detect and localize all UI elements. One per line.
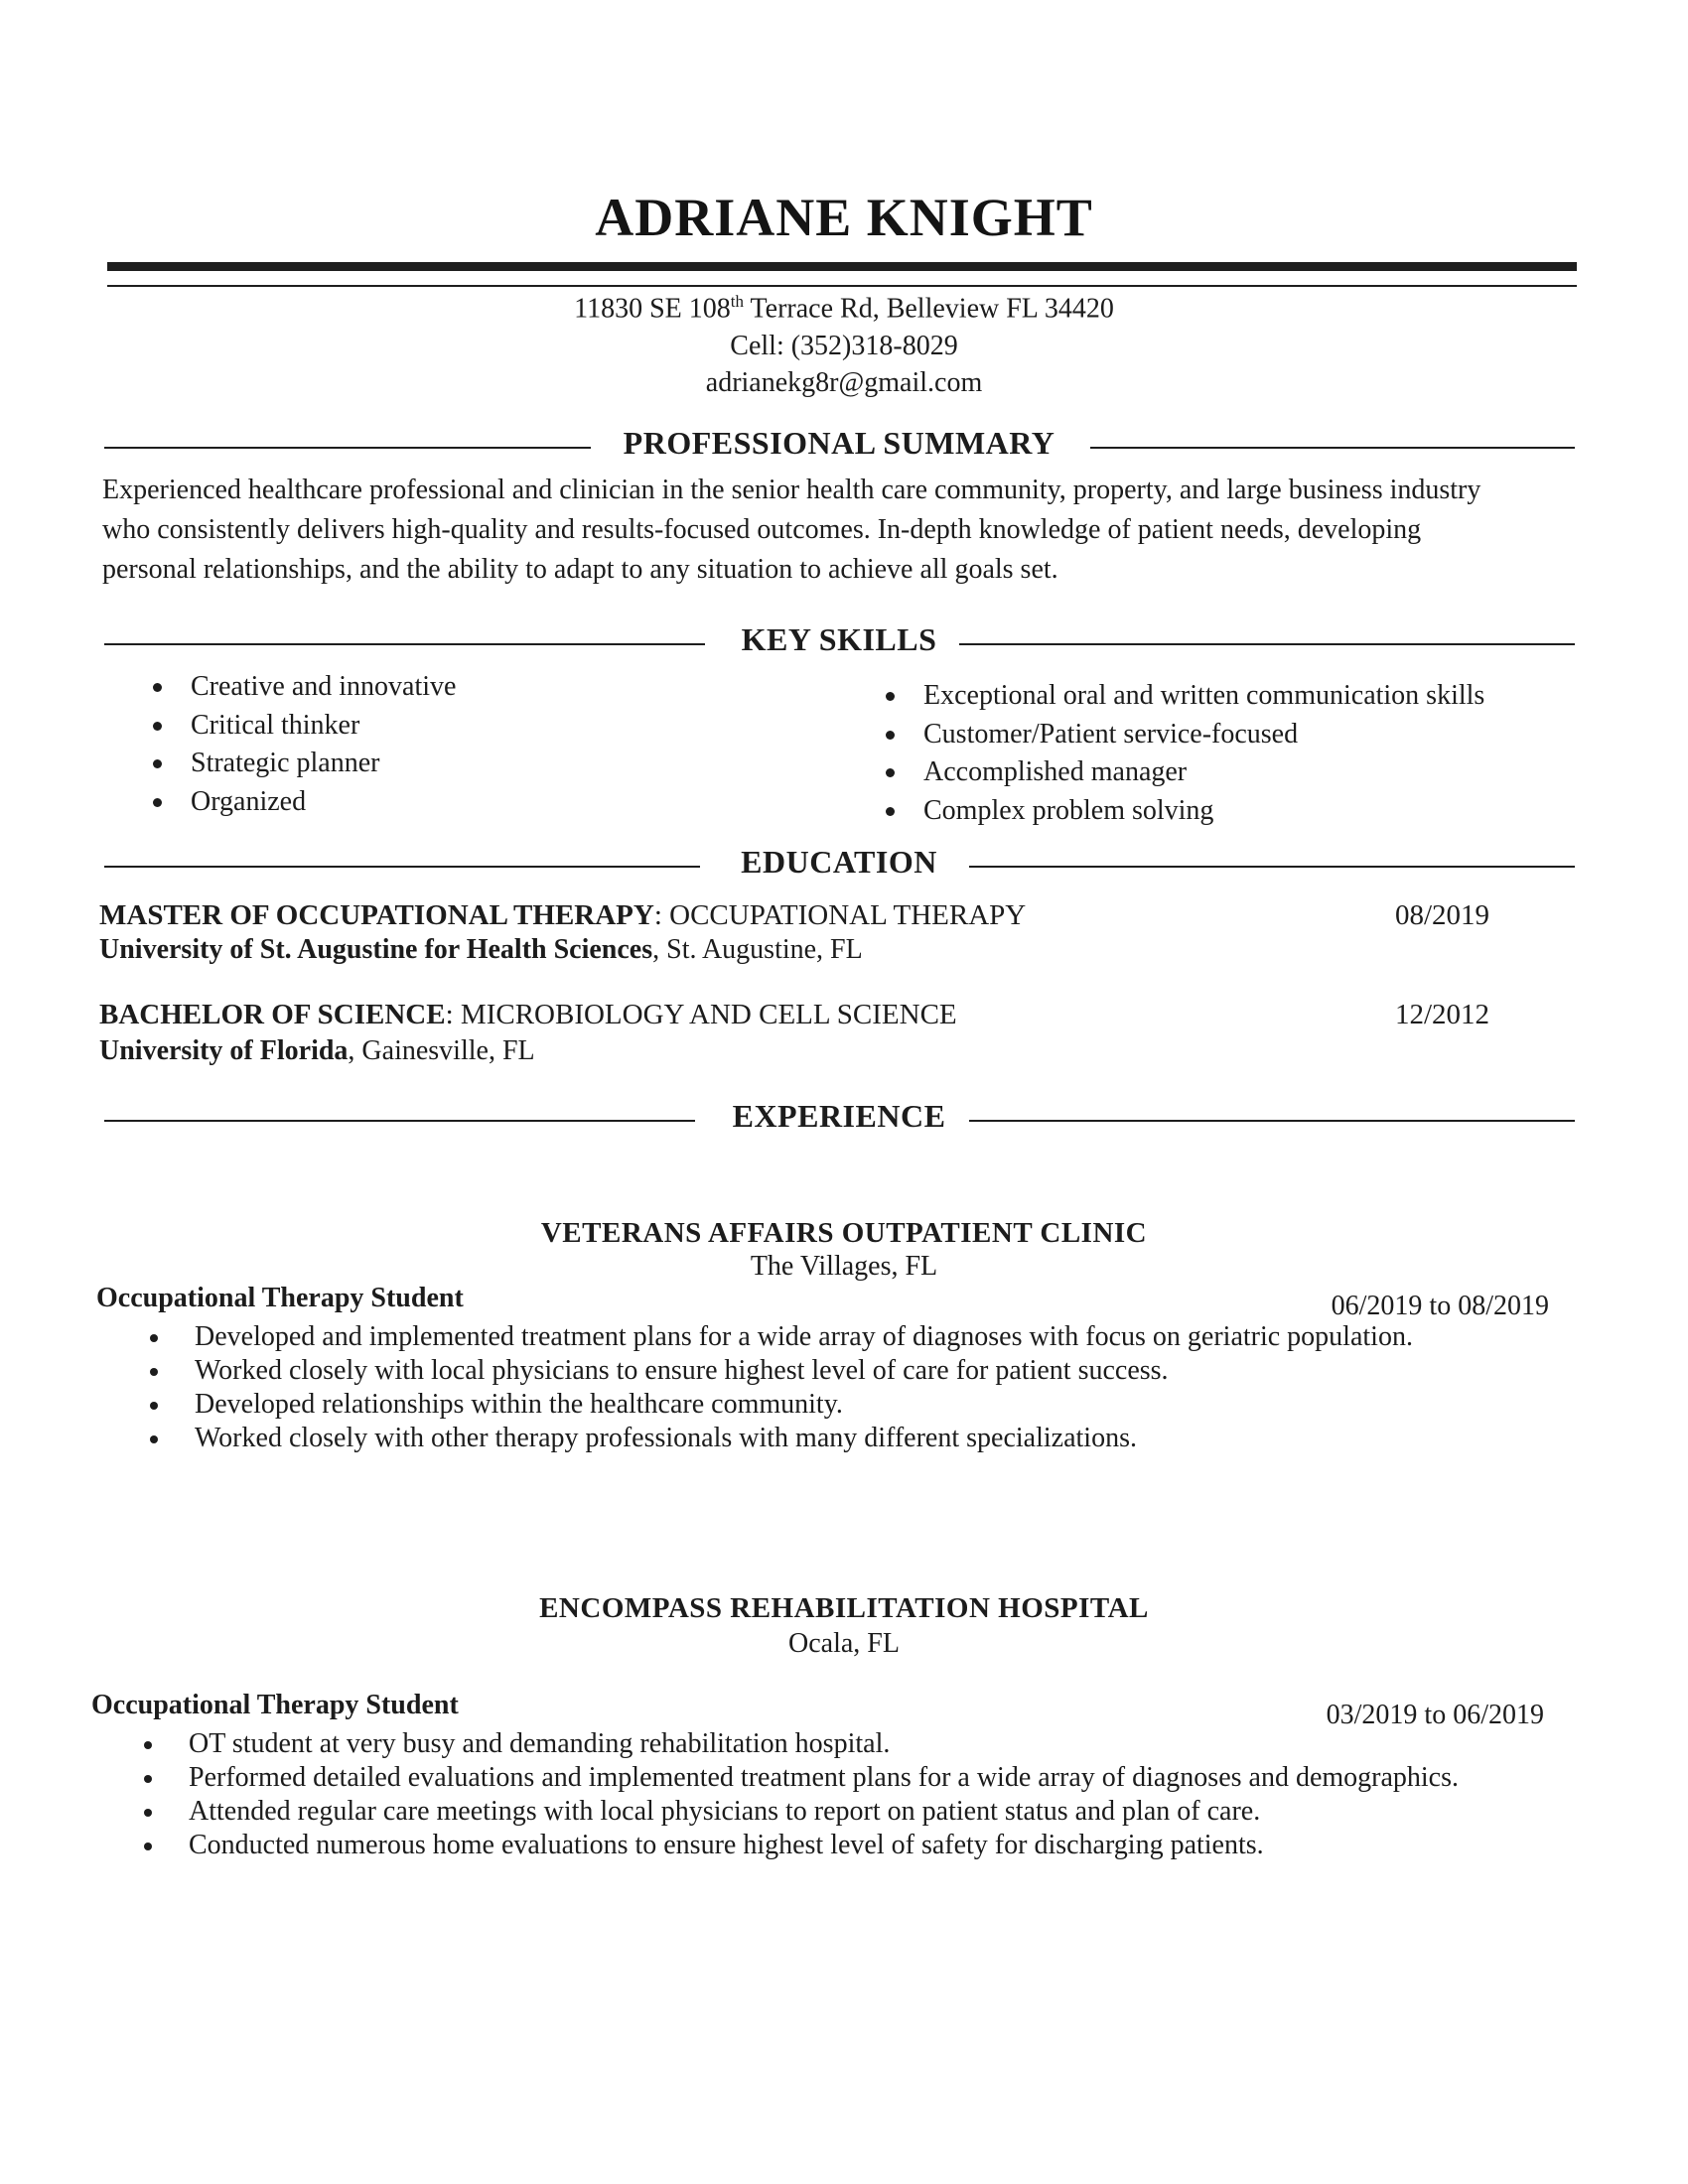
education-location: , St. Augustine, FL [652,934,863,965]
job-bullet: Worked closely with other therapy professionals with many different specializations. [145,1422,1413,1455]
education-date: 12/2012 [1394,999,1489,1030]
contact-email: adrianekg8r@gmail.com [705,367,983,398]
skill-item: Critical thinker [153,707,456,746]
education-field: : MICROBIOLOGY AND CELL SCIENCE [445,999,957,1030]
skills-heading: KEY SKILLS [741,621,937,657]
candidate-name: ADRIANE KNIGHT [595,188,1093,247]
header-rule-thick [107,262,1577,271]
experience-section-header [99,1098,1579,1142]
address-remainder: Terrace Rd, Belleview FL 34420 [744,293,1114,325]
job-organization: VETERANS AFFAIRS OUTPATIENT CLINIC [540,1217,1148,1249]
address-ordinal-suffix: th [730,292,745,311]
education-entry-2 [99,999,1489,1031]
skills-list-left [153,668,456,821]
summary-heading: PROFESSIONAL SUMMARY [623,425,1055,461]
skill-item: Creative and innovative [153,668,456,707]
experience-heading: EXPERIENCE [732,1098,946,1134]
job-bullet: Attended regular care meetings with local physicians to report on patient status and plan of care. [139,1795,1459,1829]
skill-item: Accomplished manager [886,753,1484,792]
job-bullet: Worked closely with local physicians to ensure highest level of care for patient success. [145,1354,1413,1388]
job-bullets [145,1320,1413,1455]
job-title: Occupational Therapy Student [91,1690,459,1720]
education-heading: EDUCATION [741,844,937,880]
skill-item: Strategic planner [153,745,456,783]
summary-text [102,471,1572,590]
job-bullet: Conducted numerous home evaluations to ensure highest level of safety for discharging patients. [139,1829,1459,1862]
job-dates: 06/2019 to 08/2019 [1331,1291,1549,1321]
skill-item: Customer/Patient service-focused [886,716,1484,754]
skill-item: Organized [153,783,456,822]
education-field: : OCCUPATIONAL THERAPY [653,899,1027,931]
education-date: 08/2019 [1394,899,1489,931]
skills-rule-right [959,643,1575,645]
education-institution: University of Florida [99,1035,349,1066]
job-bullet: OT student at very busy and demanding rehabilitation hospital. [139,1727,1459,1761]
job-bullet: Developed and implemented treatment plans for a wide array of diagnoses with focus on geriatric population. [145,1320,1413,1354]
education-entry-1 [99,899,1489,932]
summary-line: personal relationships, and the ability to adapt to any situation to achieve all goals set. [102,554,1058,585]
header-rule-thin [107,285,1577,287]
job-organization: ENCOMPASS REHABILITATION HOSPITAL [539,1592,1149,1624]
skill-item: Exceptional oral and written communication skills [886,677,1484,716]
skill-item: Complex problem solving [886,792,1484,831]
education-institution-line-1 [99,934,863,966]
skills-list-right [886,677,1484,830]
contact-cell: Cell: (352)318-8029 [730,331,958,361]
education-degree: BACHELOR OF SCIENCE [99,999,446,1030]
job-location: Ocala, FL [788,1628,900,1659]
job-dates: 03/2019 to 06/2019 [1326,1700,1544,1730]
education-rule-right [969,866,1575,868]
summary-rule-right [1090,447,1575,449]
education-location: , Gainesville, FL [348,1035,535,1066]
address-street-number: 11830 SE 108 [574,293,731,325]
skills-section-header [99,621,1579,665]
summary-line: Experienced healthcare professional and clinician in the senior health care community, property, and large business industry [102,475,1481,505]
contact-address [0,292,1688,325]
summary-line: who consistently delivers high-quality and results-focused outcomes. In-depth knowledge of patient needs, developing [102,514,1422,545]
job-title: Occupational Therapy Student [96,1283,464,1313]
education-institution: University of St. Augustine for Health Sciences [99,934,653,965]
job-bullets [139,1727,1459,1862]
education-section-header [99,844,1579,887]
summary-section-header [99,425,1579,469]
job-bullet: Developed relationships within the healthcare community. [145,1388,1413,1422]
education-institution-line-2 [99,1035,535,1067]
job-location: The Villages, FL [750,1251,938,1282]
experience-rule-right [969,1120,1575,1122]
education-degree: MASTER OF OCCUPATIONAL THERAPY [99,899,654,931]
job-bullet: Performed detailed evaluations and implemented treatment plans for a wide array of diagnoses and demographics. [139,1761,1459,1795]
